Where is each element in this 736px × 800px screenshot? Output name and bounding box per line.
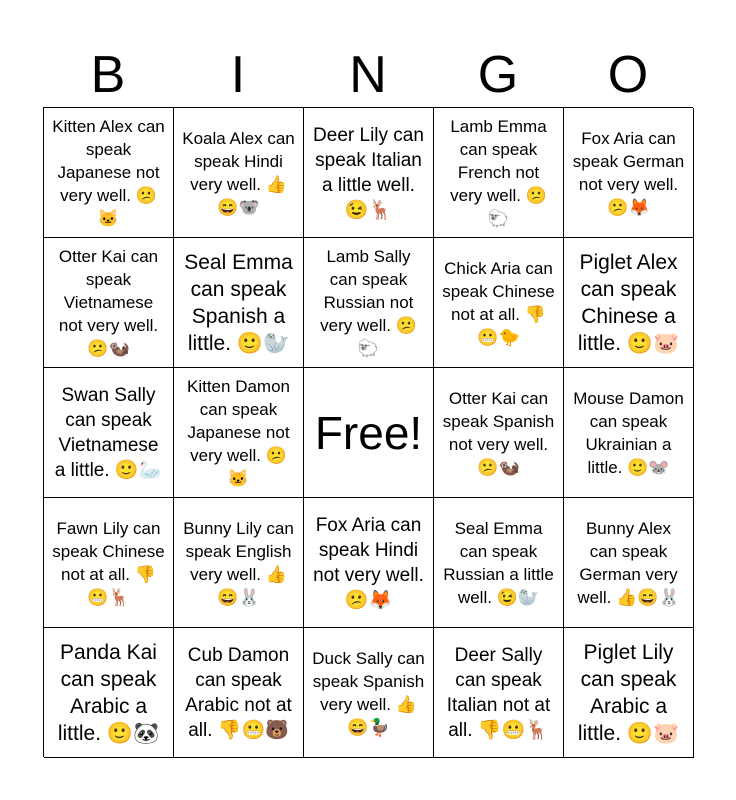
bingo-cell[interactable] bbox=[174, 108, 304, 238]
bingo-cell[interactable] bbox=[564, 368, 694, 498]
cell-text: Deer Lily can speak Italian a little well. 😉🦌 bbox=[313, 124, 424, 221]
free-space-cell[interactable] bbox=[304, 368, 434, 498]
bingo-cell[interactable] bbox=[434, 108, 564, 238]
free-space-text: Free! bbox=[314, 406, 423, 459]
cell-text: Panda Kai can speak Arabic a little. 🙂🐼 bbox=[57, 640, 160, 745]
bingo-cell[interactable] bbox=[564, 108, 694, 238]
cell-text: Otter Kai can speak Vietnamese not very well. 😕🦦 bbox=[58, 247, 159, 358]
bingo-cell[interactable] bbox=[434, 498, 564, 628]
bingo-cell[interactable] bbox=[44, 238, 174, 368]
cell-text: Deer Sally can speak Italian not at all. 👎😬🦌 bbox=[446, 644, 551, 741]
bingo-cell[interactable] bbox=[174, 628, 304, 758]
header-letter-o: O bbox=[607, 46, 649, 104]
cell-text: Otter Kai can speak Spanish not very well. 😕🦦 bbox=[442, 388, 555, 477]
bingo-cell[interactable] bbox=[44, 368, 174, 498]
bingo-cell[interactable] bbox=[174, 498, 304, 628]
cell-text: Lamb Emma can speak French not very well. 😕🐑 bbox=[450, 117, 547, 228]
bingo-card-grid bbox=[43, 107, 693, 757]
bingo-cell[interactable] bbox=[434, 368, 564, 498]
header-letter-i: I bbox=[230, 46, 246, 104]
bingo-cell[interactable] bbox=[174, 238, 304, 368]
bingo-cell[interactable] bbox=[434, 238, 564, 368]
cell-text: Seal Emma can speak Russian a little well. 😉🦭 bbox=[443, 518, 554, 607]
cell-text: Fox Aria can speak Hindi not very well. 😕🦊 bbox=[313, 514, 424, 611]
bingo-cell[interactable] bbox=[44, 498, 174, 628]
cell-text: Kitten Alex can speak Japanese not very well. 😕🐱 bbox=[52, 117, 165, 228]
cell-text: Mouse Damon can speak Ukrainian a little. 🙂🐭 bbox=[573, 388, 684, 477]
bingo-header bbox=[43, 44, 693, 106]
cell-text: Piglet Alex can speak Chinese a little. 🙂🐷 bbox=[577, 250, 680, 355]
bingo-cell[interactable] bbox=[174, 368, 304, 498]
bingo-cell[interactable] bbox=[44, 108, 174, 238]
cell-text: Fawn Lily can speak Chinese not at all. 👎😬🦌 bbox=[52, 518, 165, 607]
bingo-cell[interactable] bbox=[304, 238, 434, 368]
cell-text: Bunny Lily can speak English very well. 👍😄🐰 bbox=[183, 518, 294, 607]
cell-text: Swan Sally can speak Vietnamese a little. 🙂🦢 bbox=[54, 384, 163, 481]
cell-text: Cub Damon can speak Arabic not at all. 👎😬🐻 bbox=[185, 644, 292, 741]
bingo-cell[interactable] bbox=[564, 628, 694, 758]
bingo-cell[interactable] bbox=[44, 628, 174, 758]
cell-text: Duck Sally can speak Spanish very well. 👍😄🦆 bbox=[312, 648, 425, 737]
bingo-cell[interactable] bbox=[304, 108, 434, 238]
bingo-cell[interactable] bbox=[434, 628, 564, 758]
cell-text: Fox Aria can speak German not very well. 😕🦊 bbox=[572, 128, 685, 217]
header-letter-n: N bbox=[349, 46, 387, 104]
bingo-cell[interactable] bbox=[304, 498, 434, 628]
cell-text: Lamb Sally can speak Russian not very well. 😕🐑 bbox=[320, 247, 417, 358]
bingo-cell[interactable] bbox=[564, 238, 694, 368]
cell-text: Chick Aria can speak Chinese not at all. 👎😬🐤 bbox=[442, 258, 555, 347]
bingo-cell[interactable] bbox=[564, 498, 694, 628]
cell-text: Seal Emma can speak Spanish a little. 🙂🦭 bbox=[184, 250, 293, 355]
cell-text: Kitten Damon can speak Japanese not very well. 😕🐱 bbox=[187, 377, 290, 488]
bingo-cell[interactable] bbox=[304, 628, 434, 758]
cell-text: Bunny Alex can speak German very well. 👍😄🐰 bbox=[577, 518, 680, 607]
cell-text: Piglet Lily can speak Arabic a little. 🙂🐷 bbox=[577, 640, 680, 745]
header-letter-g: G bbox=[477, 46, 519, 104]
cell-text: Koala Alex can speak Hindi very well. 👍😄🐨 bbox=[182, 128, 295, 217]
header-letter-b: B bbox=[90, 46, 126, 104]
